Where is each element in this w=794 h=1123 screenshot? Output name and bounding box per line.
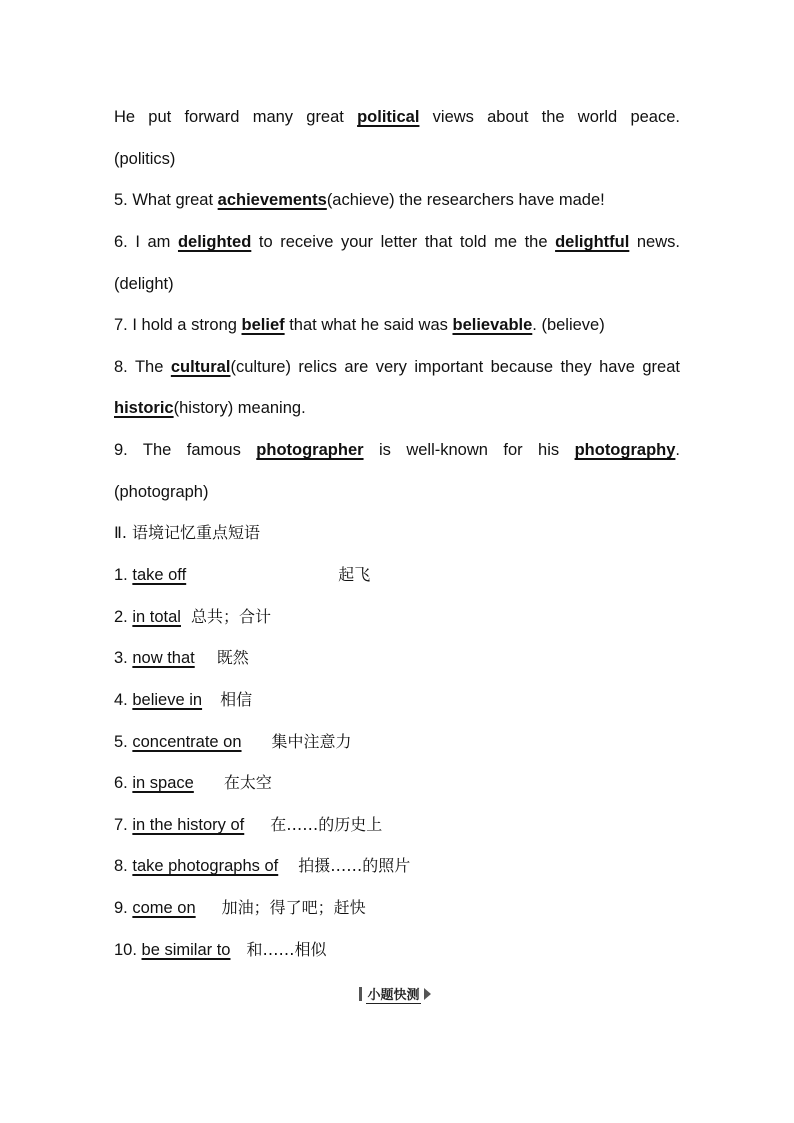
sentence-7	[114, 314, 680, 336]
phrase-chinese: 在太空	[223, 773, 272, 792]
phrase-item	[114, 855, 680, 877]
sentence-text: views about the world peace.	[419, 108, 680, 126]
item-number: 9.	[114, 899, 133, 917]
phrase-chinese: 既然	[216, 648, 249, 667]
phrase-chinese: 起飞	[338, 565, 371, 584]
phrase-item	[114, 689, 680, 711]
sentence-text: I hold a strong	[132, 316, 242, 334]
sentence-text: What great	[132, 191, 218, 209]
badge-label: 小题快测	[366, 984, 420, 1004]
phrase-chinese: 拍摄……的照片	[298, 856, 411, 875]
answer-word: delightful	[555, 233, 630, 251]
sentence-text: is well-known for his	[363, 441, 575, 459]
sentence-5	[114, 189, 680, 211]
phrase-english: in space	[132, 774, 194, 792]
item-number: 2.	[114, 608, 133, 626]
phrase-item	[114, 939, 680, 961]
phrase-chinese: 和……相似	[246, 940, 327, 959]
sentence-8	[114, 356, 680, 378]
sentence-text: I am	[135, 233, 178, 251]
sentence-text: He put forward many great	[114, 108, 358, 126]
sentence-text: (culture) relics are very important because they have great	[230, 358, 680, 376]
sentence-6	[114, 231, 680, 253]
answer-word: belief	[241, 316, 285, 334]
sentence-hint: (delight)	[114, 275, 174, 293]
phrase-english: in the history of	[132, 816, 245, 834]
answer-word: photography	[574, 441, 676, 459]
phrase-english: take photographs of	[132, 857, 279, 875]
phrase-english: in total	[132, 608, 181, 626]
item-number: 7.	[114, 316, 133, 334]
answer-word: achievements	[217, 191, 327, 209]
phrase-english: take off	[132, 566, 187, 584]
sentence-text: (achieve) the researchers have made!	[326, 191, 605, 209]
sentence-text: . (believe)	[532, 316, 605, 334]
sentence-text: to receive your letter that told me the	[251, 233, 556, 251]
item-number: 5.	[114, 191, 133, 209]
phrase-english: concentrate on	[132, 733, 242, 751]
item-number: 6.	[114, 233, 136, 251]
phrase-english: come on	[132, 899, 196, 917]
phrase-english: be similar to	[141, 941, 231, 959]
item-number: 5.	[114, 733, 133, 751]
item-number: 6.	[114, 774, 133, 792]
answer-word: believable	[452, 316, 533, 334]
phrase-english: now that	[132, 649, 195, 667]
answer-word: political	[357, 108, 420, 126]
phrase-item	[114, 606, 680, 628]
sentence-text: The famous	[142, 441, 257, 459]
triangle-right-icon	[424, 988, 431, 1000]
sentence-political	[114, 106, 680, 128]
quick-test-badge	[355, 984, 435, 1004]
sentence-text: (history) meaning.	[173, 399, 306, 417]
sentence-9	[114, 439, 680, 461]
phrase-item	[114, 564, 680, 586]
sentence-text: .	[675, 441, 680, 459]
phrase-item	[114, 647, 680, 669]
phrase-item	[114, 772, 680, 794]
phrase-item	[114, 897, 680, 919]
phrase-chinese: 相信	[220, 690, 253, 709]
item-number: 3.	[114, 649, 133, 667]
section-heading: Ⅱ. 语境记忆重点短语	[114, 523, 261, 542]
phrase-chinese: 集中注意力	[271, 732, 352, 751]
phrase-english: believe in	[132, 691, 203, 709]
sentence-text: that what he said was	[284, 316, 453, 334]
answer-word: historic	[114, 399, 174, 417]
sentence-8-continued	[114, 397, 680, 419]
phrase-chinese: 加油；得了吧；赶快	[221, 898, 366, 917]
item-number: 10.	[114, 941, 142, 959]
answer-word: cultural	[170, 358, 231, 376]
badge-bar-icon	[359, 987, 362, 1001]
item-number: 1.	[114, 566, 133, 584]
sentence-text: news.	[629, 233, 680, 251]
item-number: 4.	[114, 691, 133, 709]
sentence-hint: (politics)	[114, 150, 176, 168]
sentence-hint: (photograph)	[114, 483, 209, 501]
phrase-chinese: 总共；合计	[190, 607, 271, 626]
phrase-chinese: 在……的历史上	[270, 815, 383, 834]
item-number: 7.	[114, 816, 133, 834]
item-number: 8.	[114, 857, 133, 875]
answer-word: delighted	[177, 233, 252, 251]
answer-word: photographer	[256, 441, 364, 459]
item-number: 9.	[114, 441, 143, 459]
item-number: 8.	[114, 358, 135, 376]
sentence-text: The	[134, 358, 171, 376]
phrase-item	[114, 814, 680, 836]
phrase-item	[114, 731, 680, 753]
